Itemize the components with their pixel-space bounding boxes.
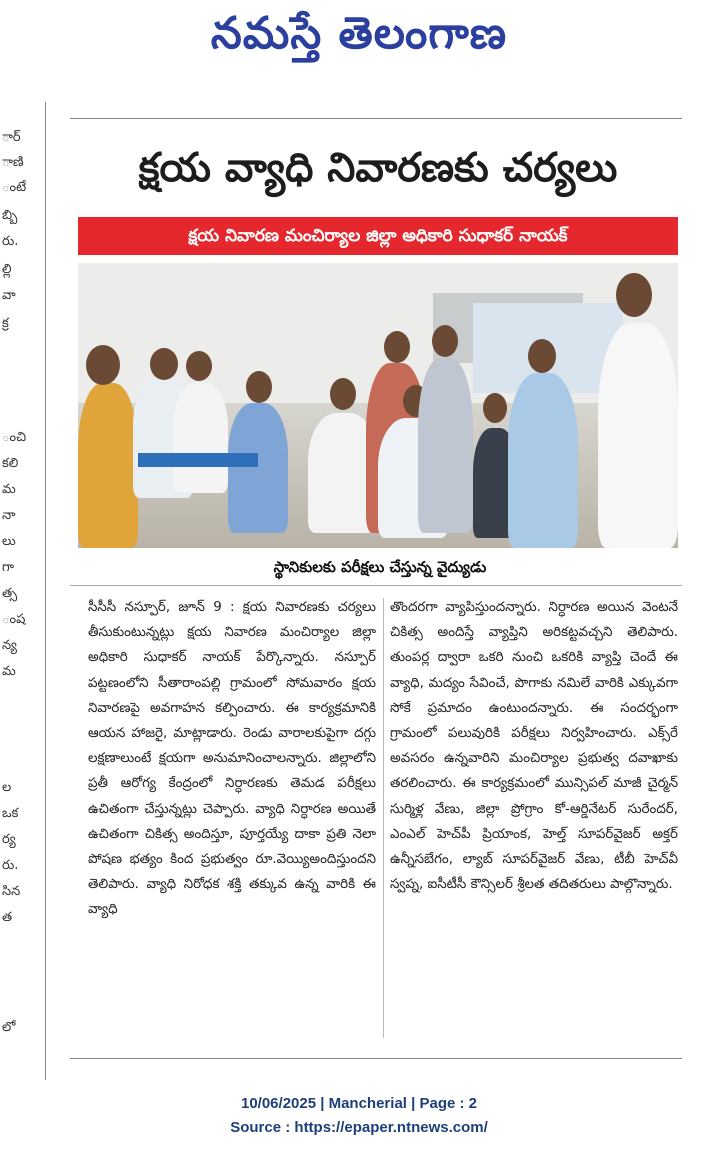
strip-fragment: ల bbox=[2, 780, 12, 795]
strip-fragment: లో bbox=[2, 1020, 16, 1035]
column-rule bbox=[45, 102, 46, 1080]
photo-person-head bbox=[616, 273, 652, 317]
article-headline: క్షయ వ్యాధి నివారణకు చర్యలు bbox=[138, 145, 618, 191]
article-body-column-left bbox=[88, 595, 376, 1035]
strip-fragment: ల్లి bbox=[2, 262, 12, 277]
photo-person bbox=[418, 358, 473, 533]
photo-person-head bbox=[150, 348, 178, 380]
photo-person bbox=[598, 323, 678, 548]
strip-fragment: గా bbox=[2, 560, 14, 575]
subheadline-banner: క్షయ నివారణ మంచిర్యాల జిల్లా అధికారి సుధాకర్ నాయక్ bbox=[78, 217, 678, 255]
masthead-title: నమస్తే తెలంగాణ bbox=[210, 8, 508, 59]
strip-fragment: త్స bbox=[2, 586, 18, 601]
article-paragraph: తొందరగా వ్యాపిస్తుందన్నారు. నిర్ధారణ అయిన వెంటనే చికిత్స అందిస్తే వ్యాప్తిని అరికట్టవచ్చని తెలిపారు. తుంపర్ల ద్వారా ఒకరి నుంచి ఒకరికి వ్యాప్తి చెందే ఈ వ్యాధి, మద్యం సేవించే, పొగాకు నమిలే వారికి ఎక్కువగా సోకే ప్రమాదం ఉంటుందన్నారు. ఈ సందర్భంగా గ్రామంలో పలువురికి పరీక్షలు నిర్వహించారు. ఎక్స్‌రే అవసరం ఉన్నవారిని మంచిర్యాల ప్రభుత్వ దవాఖాకు తరలించారు. ఈ కార్యక్రమంలో మున్సిపల్ మాజీ చైర్మన్ సుర్మిళ్ల వేణు, జిల్లా ప్రోగ్రాం కో-ఆర్డినేటర్ సురేందర్, ఎంఎల్ హెచ్‌పీ ప్రియాంక, హెల్త్ సూపర్‌వైజర్ అక్తర్ ఉన్నీసబేగం, ల్యాబ్ సూపర్‌వైజర్ వేణు, టీబీ హెచ్‌వీ స్వప్న, ఐసీటీసీ కౌన్సిలర్ శ్రీలత తదితరులు పాల్గొన్నారు. bbox=[390, 600, 678, 893]
footer-source[interactable]: Source : https://epaper.ntnews.com/ bbox=[230, 1119, 488, 1136]
photo-person-head bbox=[483, 393, 507, 423]
adjacent-column-strip bbox=[0, 120, 40, 1080]
strip-fragment: వా bbox=[2, 288, 16, 303]
strip-fragment: మ bbox=[2, 482, 16, 497]
strip-fragment: లు bbox=[2, 534, 16, 549]
column-divider bbox=[383, 598, 384, 1038]
photo-person-head bbox=[330, 378, 356, 410]
photo-person bbox=[508, 373, 578, 548]
strip-fragment: ంటే bbox=[2, 180, 27, 195]
photo-person bbox=[173, 383, 228, 493]
footer-date-edition: 10/06/2025 | Mancherial | Page : 2 bbox=[240, 1095, 478, 1112]
article-body-column-right bbox=[390, 595, 678, 1035]
article-bottom-rule bbox=[70, 1058, 682, 1059]
strip-fragment: కలి bbox=[2, 456, 19, 471]
photo-table bbox=[138, 453, 258, 467]
strip-fragment: మ bbox=[2, 664, 16, 679]
article-paragraph: సీసీసీ నస్పూర్, జూన్ 9 : క్షయ నివారణకు చర్యలు తీసుకుంటున్నట్లు క్షయ నివారణ మంచిర్యాల జిల్లా అధికారి సుధాకర్ నాయక్ పేర్కొన్నారు. నస్పూర్ పట్టణంలోని సీతారాంపల్లి గ్రామంలో సోమవారం క్షయ నివారణపై అవగాహన కల్పించారు. ఈ కార్యక్రమానికి ఆయన హాజరై, మాట్లాడారు. రెండు వారాలకుపైగా దగ్గు లక్షణాలుంటే క్షయగా అనుమానించాలన్నారు. జిల్లాలోని ప్రతీ ఆరోగ్య కేంద్రంలో నిర్ధారణకు తెమడ పరీక్షలు ఉచితంగా చేస్తున్నట్లు చెప్పారు. వ్యాధి నిర్ధారణ అయితే ఉచితంగా చికిత్స అందిస్తూ, పూర్తయ్యే దాకా ప్రతి నెలా పోషణ భత్యం కింద ప్రభుత్వం రూ.వెయ్యిఅందిస్తుందని తెలిపారు. వ్యాధి నిరోధక శక్తి తక్కువ ఉన్న వారికి ఈ వ్యాధి bbox=[88, 600, 376, 918]
strip-fragment: రు. bbox=[2, 858, 19, 873]
strip-fragment: ాణి bbox=[2, 155, 24, 170]
photo-person bbox=[228, 403, 288, 533]
strip-fragment: త bbox=[2, 910, 13, 925]
strip-fragment: ార్ bbox=[2, 130, 21, 145]
photo-person-head bbox=[86, 345, 120, 385]
photo-person-head bbox=[384, 331, 410, 363]
strip-fragment: ఒక bbox=[2, 806, 19, 821]
strip-fragment: ంష bbox=[2, 612, 26, 627]
article-photo bbox=[78, 263, 678, 548]
strip-fragment: నా bbox=[2, 508, 16, 523]
caption-rule bbox=[70, 585, 682, 586]
strip-fragment: క్ర bbox=[2, 316, 9, 331]
strip-fragment: బ్బి bbox=[2, 208, 18, 223]
newspaper-masthead bbox=[0, 0, 718, 78]
photo-person-head bbox=[186, 351, 212, 381]
strip-fragment: రు. bbox=[2, 234, 19, 249]
photo-caption: స్థానికులకు పరీక్షలు చేస్తున్న వైద్యుడు bbox=[273, 558, 487, 576]
epaper-footer bbox=[0, 1092, 718, 1140]
photo-person-head bbox=[528, 339, 556, 373]
strip-fragment: ర్య bbox=[2, 832, 16, 847]
strip-fragment: ంచి bbox=[2, 430, 27, 445]
photo-person bbox=[78, 383, 138, 548]
article-top-rule bbox=[70, 118, 682, 119]
photo-person-head bbox=[432, 325, 458, 357]
strip-fragment: సిన bbox=[2, 884, 21, 899]
photo-person-head bbox=[246, 371, 272, 403]
strip-fragment: న్య bbox=[2, 638, 17, 653]
